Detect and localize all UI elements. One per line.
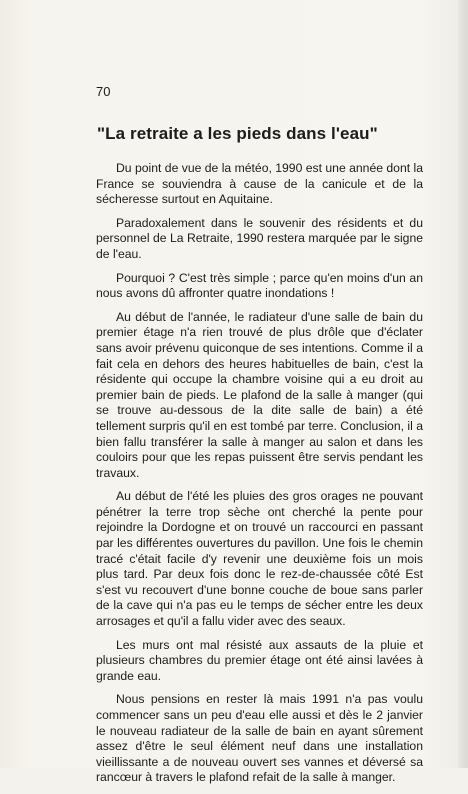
paragraph-3: Pourquoi ? C'est très simple ; parce qu'en moins d'un an nous avons dû affronter quatre inondations !: [96, 270, 423, 301]
paragraph-2: Paradoxalement dans le souvenir des résidents et du personnel de La Retraite, 1990 restera marquée par le signe de l'eau.: [96, 215, 423, 261]
paragraph-5: Au début de l'été les pluies des gros orages ne pouvant pénétrer la terre trop sèche ont cherché la pente pour rejoindre la Dordogne et on trouvé un raccourci en passant par les différentes ouvertures du pavillon. Une fois le chemin tracé c'était facile d'y revenir une deuxième fois un mois plus tard. Par deux fois donc le rez-de-chaussée côté Est s'est vu recouvert d'une bonne couche de boue sans parler de la cave qui n'a pas eu le temps de sécher entre les deux arrosages et qu'il a fallu vider avec des seaux.: [96, 489, 423, 629]
paragraph-7: Nous pensions en rester là mais 1991 n'a pas voulu commencer sans un peu d'eau elle aussi et dès le 2 janvier le nouveau radiateur de la salle de bain en ayant sûrement assez d'être le seul élément neuf dans une installation vieillissante a de nouveau ouvert ses vannes et déversé sa rancœur à travers le plafond refait de la salle à manger.: [96, 692, 423, 785]
paragraph-6: Les murs ont mal résisté aux assauts de la pluie et plusieurs chambres du premier étage ont été ainsi lavées à grande eau.: [96, 637, 423, 683]
page-number: 70: [96, 84, 111, 99]
body-text: [96, 161, 423, 794]
chapter-title: "La retraite a les pieds dans l'eau": [97, 124, 378, 143]
paragraph-4: Au début de l'année, le radiateur d'une salle de bain du premier étage n'a rien trouvé de plus drôle que d'éclater sans avoir prévenu quiconque de ses intentions. Comme il a fait cela en dehors des heures habituelles de bain, c'est la résidente qui occupe la chambre voisine qui a eu droit au premier bain de pieds. Le plafond de la salle à manger (qui se trouve au-dessous de la dite salle de bain) a été tellement surpris qu'il en est tombé par terre. Conclusion, il a bien fallu transférer la salle à manger au salon et dans les couloirs pour que les repas puissent être servis pendant les travaux.: [96, 309, 423, 480]
page-edge: [458, 0, 468, 768]
paragraph-1: Du point de vue de la météo, 1990 est une année dont la France se souviendra à cause de la canicule et de la sécheresse surtout en Aquitaine.: [96, 161, 423, 207]
